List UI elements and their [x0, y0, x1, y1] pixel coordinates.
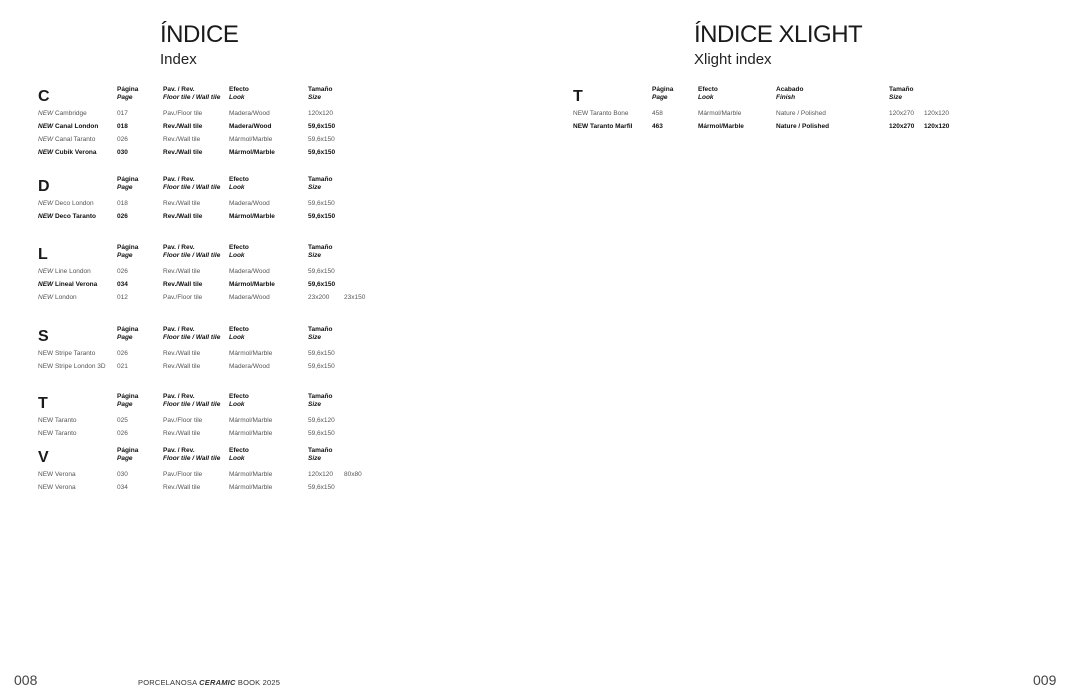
header-size-en: Size	[889, 94, 903, 101]
product-name	[38, 430, 77, 438]
header-finish	[776, 86, 803, 102]
size: 120x120	[308, 471, 333, 478]
new-tag: NEW	[38, 136, 54, 143]
header-page-es: Página	[652, 86, 674, 93]
header-page	[117, 326, 138, 342]
header-finish-es: Acabado	[776, 86, 804, 93]
look: Mármol/Marble	[229, 350, 273, 357]
header-look-es: Efecto	[698, 86, 718, 93]
page-number: 034	[117, 281, 128, 288]
look: Mármol/Marble	[229, 484, 273, 491]
product-label: Lineal Verona	[53, 281, 98, 288]
new-tag: NEW	[38, 200, 54, 207]
section-letter: L	[38, 246, 48, 263]
product-label: Deco London	[53, 200, 94, 207]
product-label: NEW Taranto	[38, 430, 77, 437]
size: 120x120	[308, 110, 333, 117]
page-number: 030	[117, 149, 128, 156]
header-look-es: Efecto	[229, 86, 249, 93]
new-tag: NEW	[38, 110, 54, 117]
product-name	[38, 281, 97, 289]
header-look-es: Efecto	[229, 326, 249, 333]
page-number: 026	[117, 213, 128, 220]
product-name	[38, 123, 98, 131]
product-name	[38, 136, 95, 144]
product-label: NEW Taranto	[38, 417, 77, 424]
page-number: 026	[117, 350, 128, 357]
page-number: 017	[117, 110, 128, 117]
page-number: 458	[652, 110, 663, 117]
tile-type: Rev./Wall tile	[163, 123, 203, 130]
product-label: Deco Taranto	[53, 213, 97, 220]
product-name	[38, 417, 77, 425]
header-size	[308, 326, 332, 342]
header-page-en: Page	[117, 252, 133, 259]
product-name	[38, 350, 95, 358]
size: 59,6x120	[308, 417, 335, 424]
section-letter: C	[38, 88, 50, 105]
page-title-right: ÍNDICE XLIGHT	[694, 21, 863, 48]
header-look-en: Look	[229, 401, 245, 408]
header-look	[229, 176, 249, 192]
product-label: London	[53, 294, 77, 301]
look: Mármol/Marble	[229, 213, 275, 220]
tile-type: Rev./Wall tile	[163, 268, 201, 275]
product-label: Canal London	[53, 123, 99, 130]
size-alt: 120x120	[924, 110, 949, 117]
look: Mármol/Marble	[229, 471, 273, 478]
page-number: 018	[117, 200, 128, 207]
page-subtitle-left: Index	[160, 51, 197, 68]
header-type-en: Floor tile / Wall tile	[163, 94, 221, 101]
header-size-es: Tamaño	[308, 326, 333, 333]
header-look-es: Efecto	[229, 393, 249, 400]
page-number: 034	[117, 484, 128, 491]
header-page	[117, 393, 138, 409]
product-name	[38, 268, 91, 276]
tile-type: Pav./Floor tile	[163, 417, 203, 424]
header-look-en: Look	[229, 455, 245, 462]
look: Madera/Wood	[229, 268, 270, 275]
page-title-left: ÍNDICE	[160, 21, 239, 48]
page-number: 463	[652, 123, 663, 130]
tile-type: Rev./Wall tile	[163, 213, 203, 220]
header-type-es: Pav. / Rev.	[163, 326, 195, 333]
header-size	[308, 86, 332, 102]
section-letter: T	[38, 395, 48, 412]
tile-type: Rev./Wall tile	[163, 430, 201, 437]
header-size-es: Tamaño	[308, 86, 333, 93]
size: 120x270	[889, 110, 914, 117]
tile-type: Rev./Wall tile	[163, 363, 201, 370]
header-look-en: Look	[229, 94, 245, 101]
product-label: Cubik Verona	[53, 149, 97, 156]
header-look-en: Look	[229, 184, 245, 191]
size: 59,6x150	[308, 268, 335, 275]
tile-type: Rev./Wall tile	[163, 484, 201, 491]
header-page	[117, 176, 138, 192]
look: Mármol/Marble	[229, 417, 273, 424]
header-page-en: Page	[652, 94, 668, 101]
header-size-en: Size	[308, 94, 322, 101]
header-type	[163, 326, 220, 342]
header-page-en: Page	[117, 455, 133, 462]
brand-italic: CERAMIC	[199, 678, 236, 687]
header-look-es: Efecto	[229, 244, 249, 251]
header-page-es: Página	[117, 244, 139, 251]
header-look	[229, 86, 249, 102]
header-look-en: Look	[229, 334, 245, 341]
look: Mármol/Marble	[229, 149, 275, 156]
header-type-es: Pav. / Rev.	[163, 393, 195, 400]
product-name	[38, 294, 77, 302]
header-look-es: Efecto	[229, 447, 249, 454]
tile-type: Pav./Floor tile	[163, 294, 203, 301]
header-size-en: Size	[308, 455, 322, 462]
header-size-en: Size	[308, 252, 322, 259]
tile-type: Pav./Floor tile	[163, 110, 203, 117]
look: Mármol/Marble	[229, 281, 275, 288]
tile-type: Rev./Wall tile	[163, 281, 203, 288]
product-name: NEW Taranto Bone	[573, 110, 629, 117]
size-alt: 120x120	[924, 123, 950, 130]
header-page-es: Página	[117, 86, 139, 93]
page-subtitle-right: Xlight index	[694, 51, 772, 68]
header-page-es: Página	[117, 176, 139, 183]
header-look-es: Efecto	[229, 176, 249, 183]
tile-type: Pav./Floor tile	[163, 471, 203, 478]
page-number-left: 008	[14, 672, 38, 688]
header-type-es: Pav. / Rev.	[163, 176, 195, 183]
finish: Nature / Polished	[776, 123, 830, 130]
page-number: 025	[117, 417, 128, 424]
product-label: NEW Stripe London 3D	[38, 363, 106, 370]
size: 59,6x150	[308, 350, 335, 357]
header-size	[308, 176, 332, 192]
product-label: Line London	[53, 268, 91, 275]
size-alt: 80x80	[344, 471, 362, 478]
product-name: NEW Taranto Marfil	[573, 123, 633, 130]
section-letter: D	[38, 178, 50, 195]
tile-type: Rev./Wall tile	[163, 200, 201, 207]
new-tag: NEW	[38, 268, 54, 275]
header-type-es: Pav. / Rev.	[163, 447, 195, 454]
header-finish-en: Finish	[776, 94, 796, 101]
size: 59,6x150	[308, 200, 335, 207]
header-page-es: Página	[117, 326, 139, 333]
size: 59,6x150	[308, 149, 336, 156]
tile-type: Rev./Wall tile	[163, 136, 201, 143]
brand-pre: PORCELANOSA	[138, 678, 200, 687]
size: 59,6x150	[308, 484, 335, 491]
header-page-en: Page	[117, 94, 133, 101]
header-type-en: Floor tile / Wall tile	[163, 401, 221, 408]
size: 120x270	[889, 123, 915, 130]
new-tag: NEW	[38, 149, 54, 156]
tile-type: Rev./Wall tile	[163, 149, 203, 156]
size: 59,6x150	[308, 281, 336, 288]
page-number: 026	[117, 268, 128, 275]
size: 59,6x150	[308, 430, 335, 437]
finish: Nature / Polished	[776, 110, 826, 117]
header-look	[229, 447, 249, 463]
header-type-en: Floor tile / Wall tile	[163, 252, 221, 259]
size-alt: 23x150	[344, 294, 366, 301]
new-tag: NEW	[38, 123, 54, 130]
header-page-en: Page	[117, 334, 133, 341]
header-size-es: Tamaño	[308, 176, 333, 183]
header-type	[163, 176, 220, 192]
size: 59,6x150	[308, 213, 336, 220]
header-look	[698, 86, 718, 102]
header-size	[308, 447, 332, 463]
product-label: NEW Stripe Taranto	[38, 350, 96, 357]
size: 59,6x150	[308, 363, 335, 370]
page-number: 018	[117, 123, 128, 130]
header-type-en: Floor tile / Wall tile	[163, 184, 221, 191]
look: Madera/Wood	[229, 110, 270, 117]
new-tag: NEW	[38, 294, 54, 301]
tile-type: Rev./Wall tile	[163, 350, 201, 357]
header-type	[163, 393, 220, 409]
product-label: Cambridge	[53, 110, 87, 117]
header-type	[163, 86, 220, 102]
page-number: 026	[117, 430, 128, 437]
header-page-es: Página	[117, 393, 139, 400]
header-page	[652, 86, 673, 102]
header-size-es: Tamaño	[889, 86, 914, 93]
header-size-en: Size	[308, 401, 322, 408]
header-type-en: Floor tile / Wall tile	[163, 455, 221, 462]
look: Mármol/Marble	[229, 430, 273, 437]
size: 23x200	[308, 294, 330, 301]
product-name	[38, 110, 87, 118]
look: Madera/Wood	[229, 363, 270, 370]
look: Mármol/Marble	[698, 110, 742, 117]
product-label: Canal Taranto	[53, 136, 96, 143]
product-label: NEW Verona	[38, 484, 76, 491]
header-look	[229, 393, 249, 409]
header-look	[229, 326, 249, 342]
look: Madera/Wood	[229, 294, 270, 301]
header-size	[889, 86, 913, 102]
look: Madera/Wood	[229, 200, 270, 207]
look: Madera/Wood	[229, 123, 272, 130]
brand-post: BOOK 2025	[235, 678, 281, 687]
header-size-es: Tamaño	[308, 393, 333, 400]
product-name	[38, 149, 97, 157]
header-page-en: Page	[117, 184, 133, 191]
header-look-en: Look	[229, 252, 245, 259]
product-name	[38, 200, 94, 208]
new-tag: NEW	[38, 281, 54, 288]
header-type-es: Pav. / Rev.	[163, 244, 195, 251]
product-label: NEW Verona	[38, 471, 76, 478]
header-type-es: Pav. / Rev.	[163, 86, 195, 93]
page-number: 021	[117, 363, 128, 370]
header-page	[117, 86, 138, 102]
look: Mármol/Marble	[229, 136, 273, 143]
page-number-right: 009	[1033, 672, 1057, 688]
header-type	[163, 244, 220, 260]
header-look-en: Look	[698, 94, 714, 101]
header-page-es: Página	[117, 447, 139, 454]
section-letter: V	[38, 449, 49, 466]
new-tag: NEW	[38, 213, 54, 220]
brand-footer	[138, 678, 280, 687]
product-name	[38, 213, 96, 221]
product-name	[38, 471, 76, 479]
header-size	[308, 393, 332, 409]
product-name	[38, 484, 76, 492]
section-letter: T	[573, 88, 583, 105]
header-type-en: Floor tile / Wall tile	[163, 334, 221, 341]
header-size-en: Size	[308, 334, 322, 341]
header-size-es: Tamaño	[308, 447, 333, 454]
header-type	[163, 447, 220, 463]
product-name	[38, 363, 106, 371]
size: 59,6x150	[308, 136, 335, 143]
header-page	[117, 244, 138, 260]
page-number: 012	[117, 294, 128, 301]
header-page-en: Page	[117, 401, 133, 408]
header-size-es: Tamaño	[308, 244, 333, 251]
size: 59,6x150	[308, 123, 336, 130]
look: Mármol/Marble	[698, 123, 744, 130]
section-letter: S	[38, 328, 49, 345]
page-number: 030	[117, 471, 128, 478]
header-size-en: Size	[308, 184, 322, 191]
header-look	[229, 244, 249, 260]
header-size	[308, 244, 332, 260]
page-number: 026	[117, 136, 128, 143]
header-page	[117, 447, 138, 463]
